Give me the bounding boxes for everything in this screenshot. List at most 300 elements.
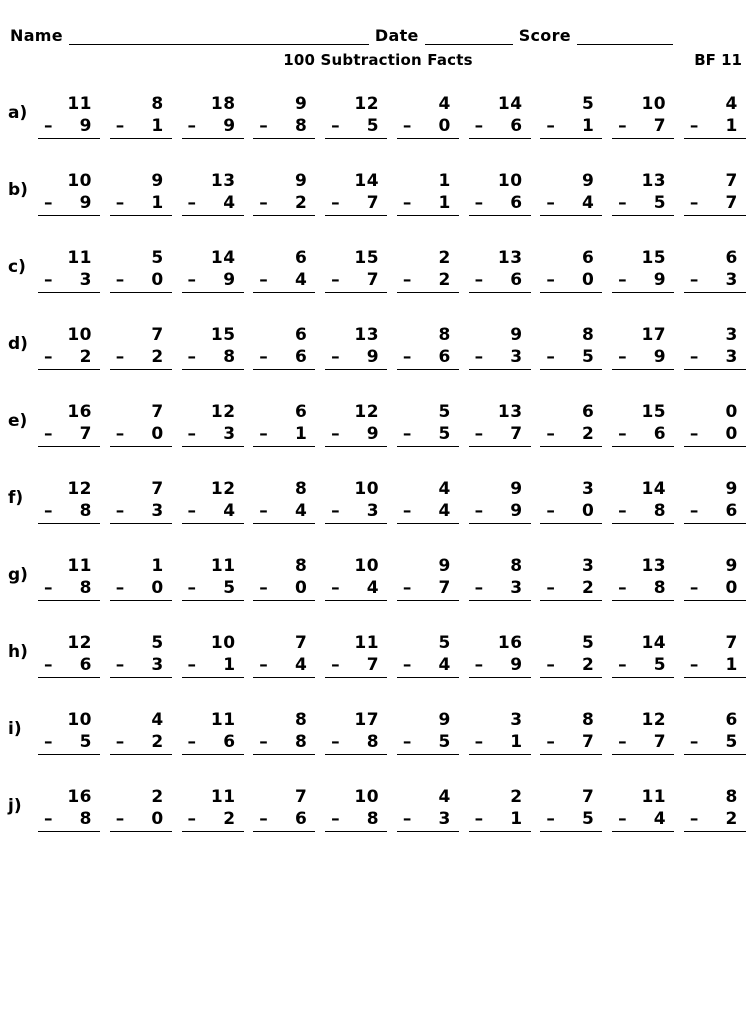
- minus-sign-icon: –: [259, 732, 269, 752]
- subtrahend: 9: [366, 424, 380, 444]
- subtraction-problem[interactable]: [540, 241, 602, 293]
- subtraction-problem[interactable]: [469, 703, 531, 755]
- minus-sign-icon: –: [331, 424, 341, 444]
- subtraction-problem[interactable]: [38, 164, 100, 216]
- subtrahend: 9: [79, 116, 92, 136]
- minuend: 5: [151, 248, 164, 268]
- subtrahend-line: [612, 192, 674, 216]
- subtrahend: 2: [151, 347, 164, 367]
- subtraction-problem[interactable]: [540, 318, 602, 370]
- subtrahend: 3: [223, 424, 236, 444]
- subtrahend: 2: [582, 655, 595, 675]
- subtraction-problem[interactable]: [469, 87, 531, 139]
- subtraction-problem[interactable]: [612, 87, 674, 139]
- minuend: 4: [725, 94, 738, 114]
- minus-sign-icon: –: [115, 578, 125, 598]
- name-label: Name: [10, 26, 63, 45]
- subtraction-problem[interactable]: [540, 780, 602, 832]
- subtrahend: 0: [725, 424, 738, 444]
- subtrahend: 6: [510, 193, 523, 213]
- subtraction-problem[interactable]: [325, 87, 387, 139]
- subtrahend: 7: [725, 193, 738, 213]
- subtraction-problem[interactable]: [540, 549, 602, 601]
- minus-sign-icon: –: [546, 270, 556, 290]
- subtraction-problem[interactable]: [684, 703, 746, 755]
- minus-sign-icon: –: [618, 732, 628, 752]
- minuend: 5: [582, 633, 595, 653]
- minus-sign-icon: –: [474, 270, 484, 290]
- minuend: 9: [725, 556, 738, 576]
- subtrahend-line: [684, 731, 746, 755]
- score-label: Score: [518, 26, 571, 45]
- subtrahend-line: [469, 269, 531, 293]
- subtraction-problem[interactable]: [612, 164, 674, 216]
- subtrahend-line: [325, 808, 387, 832]
- subtraction-problem[interactable]: [325, 472, 387, 524]
- minuend: 5: [438, 633, 451, 653]
- minuend: 1: [151, 556, 164, 576]
- subtrahend: 7: [366, 655, 380, 675]
- minus-sign-icon: –: [546, 578, 556, 598]
- subtraction-problem[interactable]: [110, 241, 172, 293]
- minuend: 9: [151, 171, 164, 191]
- subtrahend-line: [612, 808, 674, 832]
- problem-row: [8, 318, 746, 395]
- subtrahend: 8: [294, 116, 308, 136]
- minus-sign-icon: –: [474, 809, 484, 829]
- subtraction-problem[interactable]: [397, 780, 459, 832]
- subtrahend: 7: [438, 578, 451, 598]
- subtrahend: 1: [438, 193, 451, 213]
- minuend: 6: [725, 248, 738, 268]
- subtraction-problem[interactable]: [469, 626, 531, 678]
- subtraction-problem[interactable]: [182, 703, 244, 755]
- subtraction-problem[interactable]: [253, 703, 315, 755]
- problem-list: [38, 626, 746, 678]
- subtrahend-line: [325, 500, 387, 524]
- subtraction-problem[interactable]: [612, 318, 674, 370]
- subtrahend-line: [38, 423, 100, 447]
- subtrahend: 3: [438, 809, 451, 829]
- minuend: 12: [67, 479, 92, 499]
- subtraction-problem[interactable]: [612, 472, 674, 524]
- subtraction-problem[interactable]: [182, 780, 244, 832]
- subtrahend: 4: [438, 655, 451, 675]
- subtraction-problem[interactable]: [325, 241, 387, 293]
- subtraction-problem[interactable]: [182, 472, 244, 524]
- subtraction-problem[interactable]: [540, 395, 602, 447]
- subtrahend: 6: [294, 347, 308, 367]
- minus-sign-icon: –: [402, 347, 412, 367]
- subtrahend: 0: [582, 501, 595, 521]
- subtraction-problem[interactable]: [110, 395, 172, 447]
- subtraction-problem[interactable]: [684, 780, 746, 832]
- problem-row: [8, 472, 746, 549]
- minuend: 6: [294, 325, 308, 345]
- subtrahend: 7: [653, 732, 667, 752]
- minus-sign-icon: –: [331, 193, 341, 213]
- minuend: 11: [210, 556, 236, 576]
- subtraction-problem[interactable]: [612, 395, 674, 447]
- minuend: 3: [582, 479, 595, 499]
- minuend: 5: [151, 633, 164, 653]
- subtraction-problem[interactable]: [684, 87, 746, 139]
- minuend: 14: [497, 94, 523, 114]
- worksheet-subheader: [0, 51, 756, 75]
- subtrahend: 2: [582, 578, 595, 598]
- subtraction-problem[interactable]: [684, 318, 746, 370]
- minuend: 2: [151, 787, 164, 807]
- subtrahend: 0: [151, 270, 164, 290]
- minus-sign-icon: –: [187, 501, 197, 521]
- minus-sign-icon: –: [331, 578, 341, 598]
- subtrahend: 4: [223, 193, 236, 213]
- subtraction-problem[interactable]: [612, 703, 674, 755]
- problem-row: [8, 395, 746, 472]
- minus-sign-icon: –: [689, 809, 699, 829]
- subtrahend-line: [612, 654, 674, 678]
- subtraction-problem[interactable]: [38, 318, 100, 370]
- minus-sign-icon: –: [689, 501, 699, 521]
- subtrahend: 6: [438, 347, 451, 367]
- minus-sign-icon: –: [618, 809, 628, 829]
- minus-sign-icon: –: [618, 578, 628, 598]
- minuend: 9: [294, 171, 308, 191]
- subtraction-problem[interactable]: [397, 472, 459, 524]
- subtrahend-line: [325, 577, 387, 601]
- subtraction-problem[interactable]: [684, 549, 746, 601]
- subtrahend-line: [397, 423, 459, 447]
- subtrahend-line: [110, 577, 172, 601]
- minuend: 8: [438, 325, 451, 345]
- subtrahend: 6: [510, 116, 523, 136]
- subtrahend: 8: [366, 809, 380, 829]
- subtrahend-line: [684, 577, 746, 601]
- minus-sign-icon: –: [44, 193, 53, 213]
- name-input-line[interactable]: [69, 30, 369, 45]
- subtraction-problem[interactable]: [325, 395, 387, 447]
- subtrahend-line: [684, 500, 746, 524]
- subtraction-problem[interactable]: [469, 472, 531, 524]
- minus-sign-icon: –: [402, 116, 412, 136]
- subtrahend: 6: [294, 809, 308, 829]
- subtrahend: 9: [223, 270, 236, 290]
- subtraction-problem[interactable]: [38, 241, 100, 293]
- minuend: 12: [210, 402, 236, 422]
- subtraction-problem[interactable]: [110, 549, 172, 601]
- subtraction-problem[interactable]: [397, 703, 459, 755]
- subtraction-problem[interactable]: [38, 626, 100, 678]
- subtrahend: 9: [653, 270, 667, 290]
- subtraction-problem[interactable]: [110, 626, 172, 678]
- minuend: 15: [210, 325, 236, 345]
- minuend: 12: [354, 94, 380, 114]
- subtraction-problem[interactable]: [684, 626, 746, 678]
- subtraction-problem[interactable]: [38, 549, 100, 601]
- problem-list: [38, 164, 746, 216]
- subtrahend: 0: [438, 116, 451, 136]
- subtrahend: 2: [582, 424, 595, 444]
- subtrahend: 1: [294, 424, 308, 444]
- subtraction-problem[interactable]: [540, 164, 602, 216]
- subtraction-problem[interactable]: [397, 549, 459, 601]
- minus-sign-icon: –: [402, 501, 412, 521]
- subtrahend: 1: [725, 655, 738, 675]
- subtrahend-line: [253, 346, 315, 370]
- problem-row: [8, 164, 746, 241]
- minuend: 15: [354, 248, 380, 268]
- minuend: 4: [151, 710, 164, 730]
- minus-sign-icon: –: [546, 424, 556, 444]
- minus-sign-icon: –: [474, 732, 484, 752]
- minuend: 9: [582, 171, 595, 191]
- minuend: 10: [67, 325, 92, 345]
- minuend: 11: [354, 633, 380, 653]
- subtrahend: 2: [151, 732, 164, 752]
- subtraction-problem[interactable]: [182, 395, 244, 447]
- subtrahend: 5: [725, 732, 738, 752]
- subtraction-problem[interactable]: [253, 472, 315, 524]
- row-label: d): [8, 334, 28, 354]
- minuend: 9: [725, 479, 738, 499]
- subtrahend-line: [325, 346, 387, 370]
- subtraction-problem[interactable]: [253, 395, 315, 447]
- subtraction-problem[interactable]: [38, 780, 100, 832]
- subtrahend: 6: [223, 732, 236, 752]
- subtrahend: 2: [725, 809, 738, 829]
- subtraction-problem[interactable]: [325, 703, 387, 755]
- subtraction-problem[interactable]: [253, 549, 315, 601]
- subtrahend: 7: [582, 732, 595, 752]
- minuend: 17: [641, 325, 667, 345]
- subtrahend-line: [110, 654, 172, 678]
- subtraction-problem[interactable]: [325, 626, 387, 678]
- row-label: f): [8, 488, 24, 508]
- subtrahend-line: [253, 731, 315, 755]
- subtraction-problem[interactable]: [38, 395, 100, 447]
- subtrahend: 8: [653, 578, 667, 598]
- subtrahend-line: [38, 346, 100, 370]
- subtraction-problem[interactable]: [612, 780, 674, 832]
- subtrahend-line: [540, 654, 602, 678]
- subtrahend-line: [182, 808, 244, 832]
- minuend: 10: [67, 171, 92, 191]
- subtraction-problem[interactable]: [182, 626, 244, 678]
- minus-sign-icon: –: [402, 809, 412, 829]
- minus-sign-icon: –: [474, 347, 484, 367]
- subtrahend-line: [469, 115, 531, 139]
- subtrahend-line: [253, 808, 315, 832]
- subtraction-problem[interactable]: [325, 780, 387, 832]
- subtrahend-line: [684, 346, 746, 370]
- subtraction-problem[interactable]: [540, 472, 602, 524]
- subtrahend-line: [253, 500, 315, 524]
- subtrahend-line: [684, 192, 746, 216]
- subtrahend: 0: [151, 809, 164, 829]
- minuend: 12: [354, 402, 380, 422]
- subtraction-problem[interactable]: [684, 395, 746, 447]
- subtraction-problem[interactable]: [110, 780, 172, 832]
- subtraction-problem[interactable]: [253, 87, 315, 139]
- minus-sign-icon: –: [402, 578, 412, 598]
- subtrahend: 3: [510, 347, 523, 367]
- subtraction-problem[interactable]: [325, 318, 387, 370]
- minus-sign-icon: –: [618, 501, 628, 521]
- subtraction-problem[interactable]: [325, 164, 387, 216]
- subtraction-problem[interactable]: [397, 395, 459, 447]
- subtraction-problem[interactable]: [110, 87, 172, 139]
- subtrahend-line: [397, 731, 459, 755]
- subtraction-problem[interactable]: [110, 472, 172, 524]
- minus-sign-icon: –: [44, 270, 53, 290]
- subtrahend: 5: [582, 809, 595, 829]
- minuend: 1: [438, 171, 451, 191]
- minus-sign-icon: –: [187, 193, 197, 213]
- problem-row: [8, 549, 746, 626]
- minus-sign-icon: –: [115, 501, 125, 521]
- minuend: 10: [354, 556, 380, 576]
- subtrahend: 7: [366, 270, 380, 290]
- subtraction-problem[interactable]: [182, 318, 244, 370]
- minuend: 0: [725, 402, 738, 422]
- subtraction-problem[interactable]: [38, 87, 100, 139]
- subtraction-problem[interactable]: [182, 549, 244, 601]
- minus-sign-icon: –: [689, 116, 699, 136]
- minuend: 6: [294, 248, 308, 268]
- subtrahend: 5: [79, 732, 92, 752]
- subtrahend-line: [397, 115, 459, 139]
- subtraction-problem[interactable]: [38, 703, 100, 755]
- subtrahend-line: [612, 346, 674, 370]
- subtrahend-line: [540, 500, 602, 524]
- minuend: 11: [67, 556, 92, 576]
- date-input-line[interactable]: [425, 30, 513, 45]
- subtraction-problem[interactable]: [469, 780, 531, 832]
- minuend: 13: [641, 556, 667, 576]
- minus-sign-icon: –: [618, 655, 628, 675]
- subtrahend-line: [540, 115, 602, 139]
- minuend: 17: [354, 710, 380, 730]
- subtrahend-line: [684, 654, 746, 678]
- minus-sign-icon: –: [474, 578, 484, 598]
- subtraction-problem[interactable]: [397, 241, 459, 293]
- subtrahend-line: [540, 423, 602, 447]
- subtrahend-line: [110, 269, 172, 293]
- problem-list: [38, 318, 746, 370]
- subtraction-problem[interactable]: [397, 318, 459, 370]
- subtraction-problem[interactable]: [397, 164, 459, 216]
- subtraction-problem[interactable]: [469, 318, 531, 370]
- subtraction-problem[interactable]: [182, 241, 244, 293]
- minus-sign-icon: –: [474, 424, 484, 444]
- subtraction-problem[interactable]: [612, 549, 674, 601]
- minus-sign-icon: –: [331, 809, 341, 829]
- subtraction-problem[interactable]: [253, 780, 315, 832]
- minuend: 8: [725, 787, 738, 807]
- subtraction-problem[interactable]: [612, 626, 674, 678]
- problem-grid: [0, 87, 756, 857]
- minuend: 7: [725, 633, 738, 653]
- subtraction-problem[interactable]: [540, 626, 602, 678]
- minuend: 2: [438, 248, 451, 268]
- subtraction-problem[interactable]: [684, 164, 746, 216]
- subtraction-problem[interactable]: [110, 318, 172, 370]
- minus-sign-icon: –: [115, 655, 125, 675]
- subtraction-problem[interactable]: [38, 472, 100, 524]
- subtrahend-line: [110, 115, 172, 139]
- subtrahend-line: [182, 346, 244, 370]
- minuend: 13: [354, 325, 380, 345]
- row-label: h): [8, 642, 28, 662]
- subtrahend-line: [684, 269, 746, 293]
- subtraction-problem[interactable]: [253, 626, 315, 678]
- subtrahend: 4: [294, 655, 308, 675]
- subtrahend: 6: [725, 501, 738, 521]
- subtraction-problem[interactable]: [182, 164, 244, 216]
- minus-sign-icon: –: [474, 501, 484, 521]
- subtraction-problem[interactable]: [182, 87, 244, 139]
- subtraction-problem[interactable]: [469, 395, 531, 447]
- minus-sign-icon: –: [115, 347, 125, 367]
- minus-sign-icon: –: [331, 347, 341, 367]
- minus-sign-icon: –: [689, 270, 699, 290]
- subtraction-problem[interactable]: [469, 241, 531, 293]
- subtraction-problem[interactable]: [325, 549, 387, 601]
- subtrahend-line: [469, 500, 531, 524]
- subtrahend-line: [253, 115, 315, 139]
- subtrahend: 4: [438, 501, 451, 521]
- subtraction-problem[interactable]: [469, 549, 531, 601]
- minus-sign-icon: –: [44, 424, 53, 444]
- subtraction-problem[interactable]: [397, 87, 459, 139]
- subtraction-problem[interactable]: [684, 241, 746, 293]
- minus-sign-icon: –: [259, 578, 269, 598]
- problem-row: [8, 241, 746, 318]
- row-label: c): [8, 257, 26, 277]
- subtrahend: 9: [510, 501, 523, 521]
- subtraction-problem[interactable]: [397, 626, 459, 678]
- subtraction-problem[interactable]: [253, 241, 315, 293]
- subtraction-problem[interactable]: [253, 164, 315, 216]
- subtraction-problem[interactable]: [612, 241, 674, 293]
- subtraction-problem[interactable]: [253, 318, 315, 370]
- minuend: 11: [67, 248, 92, 268]
- subtrahend: 8: [223, 347, 236, 367]
- subtraction-problem[interactable]: [684, 472, 746, 524]
- minus-sign-icon: –: [44, 809, 53, 829]
- subtrahend: 7: [510, 424, 523, 444]
- minus-sign-icon: –: [618, 424, 628, 444]
- page-title: 100 Subtraction Facts: [283, 51, 473, 69]
- subtraction-problem[interactable]: [540, 703, 602, 755]
- minuend: 16: [67, 402, 92, 422]
- problem-list: [38, 780, 746, 832]
- subtrahend: 4: [582, 193, 595, 213]
- subtraction-problem[interactable]: [540, 87, 602, 139]
- minus-sign-icon: –: [402, 424, 412, 444]
- subtraction-problem[interactable]: [110, 164, 172, 216]
- minuend: 6: [582, 248, 595, 268]
- minuend: 5: [582, 94, 595, 114]
- minus-sign-icon: –: [259, 347, 269, 367]
- minus-sign-icon: –: [331, 501, 341, 521]
- minuend: 7: [151, 479, 164, 499]
- subtrahend: 5: [582, 347, 595, 367]
- minus-sign-icon: –: [44, 501, 53, 521]
- subtraction-problem[interactable]: [469, 164, 531, 216]
- score-input-line[interactable]: [577, 30, 673, 45]
- subtraction-problem[interactable]: [110, 703, 172, 755]
